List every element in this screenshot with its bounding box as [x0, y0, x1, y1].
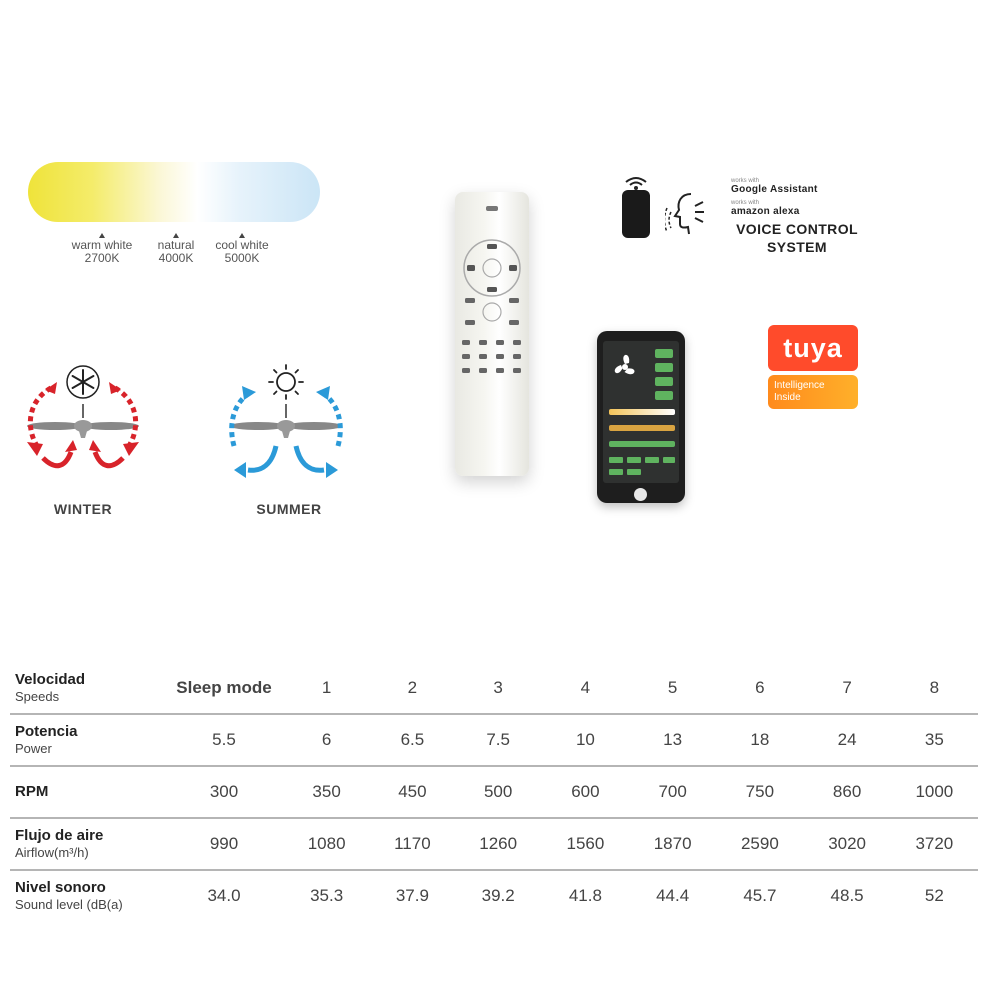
ct-label-natural: natural 4000K — [148, 239, 204, 265]
table-row-rpm: RPM 300 350 450 500 600 700 750 860 1000 — [10, 766, 978, 818]
summer-mode-diagram — [222, 360, 362, 485]
table-row-airflow: Flujo de aire Airflow(m³/h) 990 1080 1170 1260 1560 1870 2590 3020 3720 — [10, 818, 978, 870]
winter-label: WINTER — [53, 501, 113, 517]
summer-label: SUMMER — [256, 501, 322, 517]
google-assistant-brand: Google Assistant — [731, 184, 818, 195]
app-ui-illustration — [603, 341, 679, 483]
amazon-alexa-brand: amazon alexa — [731, 206, 800, 217]
winter-mode-diagram — [15, 360, 155, 485]
smartphone — [597, 331, 685, 503]
tuya-intelligence-badge: Intelligence Inside — [768, 375, 858, 409]
works-with-alexa-caption: works with — [731, 200, 760, 206]
table-row-speeds: Velocidad Speeds Sleep mode 1 2 3 4 5 6 7 8 — [10, 663, 978, 714]
spec-table — [10, 663, 978, 921]
fan-icon — [615, 355, 635, 374]
color-temperature-bar — [28, 162, 320, 222]
ct-label-warm: warm white 2700K — [62, 239, 142, 265]
ceiling-fan-icon — [230, 404, 342, 438]
voice-head-icon — [665, 188, 709, 240]
sun-icon — [269, 365, 303, 399]
voice-control-title: VOICE CONTROL SYSTEM — [736, 221, 858, 255]
ceiling-fan-icon — [27, 404, 139, 438]
app-screen — [603, 341, 679, 483]
remote-buttons — [455, 192, 529, 476]
remote-control — [455, 192, 529, 476]
tuya-logo: tuya — [768, 325, 858, 371]
remote-power-button — [486, 206, 498, 211]
table-row-sound-level: Nivel sonoro Sound level (dB(a) 34.0 35.3 37.9 39.2 41.8 44.4 45.7 48.5 52 — [15, 879, 944, 912]
ct-label-cool: cool white 5000K — [204, 239, 280, 265]
wifi-icon — [624, 176, 648, 190]
table-row-power: Potencia Power 5.5 6 6.5 7.5 10 13 18 24 35 — [10, 714, 978, 766]
remote-center-button — [483, 259, 501, 277]
snowflake-icon — [67, 366, 99, 398]
home-button — [634, 488, 647, 501]
works-with-google-caption: works with — [731, 178, 760, 184]
smart-speaker-icon — [622, 190, 650, 238]
